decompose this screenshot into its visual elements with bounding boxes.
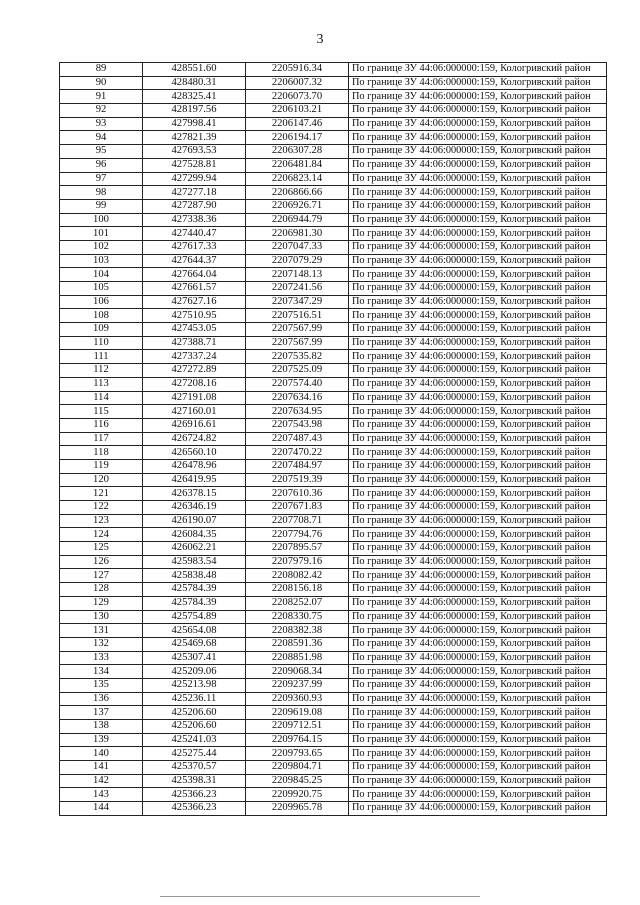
table-row — [60, 610, 607, 624]
description-cell: По границе ЗУ 44:06:000000:159, Кологривский район — [349, 186, 607, 200]
point-number-cell: 129 — [60, 596, 143, 610]
y-coordinate-cell: 2207484.97 — [246, 459, 349, 473]
description-cell: По границе ЗУ 44:06:000000:159, Кологривский район — [349, 788, 607, 802]
table-row — [60, 377, 607, 391]
table-row — [60, 528, 607, 542]
x-coordinate-cell: 428325.41 — [143, 90, 246, 104]
point-number-cell: 106 — [60, 295, 143, 309]
description-cell: По границе ЗУ 44:06:000000:159, Кологривский район — [349, 501, 607, 515]
table-row — [60, 117, 607, 131]
y-coordinate-cell: 2207148.13 — [246, 268, 349, 282]
table-row — [60, 651, 607, 665]
coordinates-table — [59, 62, 607, 816]
description-cell: По границе ЗУ 44:06:000000:159, Кологривский район — [349, 432, 607, 446]
x-coordinate-cell: 426478.96 — [143, 459, 246, 473]
x-coordinate-cell: 427208.16 — [143, 377, 246, 391]
description-cell: По границе ЗУ 44:06:000000:159, Кологривский район — [349, 446, 607, 460]
y-coordinate-cell: 2207708.71 — [246, 514, 349, 528]
x-coordinate-cell: 426190.07 — [143, 514, 246, 528]
description-cell: По границе ЗУ 44:06:000000:159, Кологривский район — [349, 692, 607, 706]
table-row — [60, 418, 607, 432]
table-row — [60, 282, 607, 296]
point-number-cell: 144 — [60, 802, 143, 816]
x-coordinate-cell: 428197.56 — [143, 104, 246, 118]
point-number-cell: 93 — [60, 117, 143, 131]
y-coordinate-cell: 2209237.99 — [246, 678, 349, 692]
description-cell: По границе ЗУ 44:06:000000:159, Кологривский район — [349, 473, 607, 487]
x-coordinate-cell: 428551.60 — [143, 63, 246, 77]
point-number-cell: 141 — [60, 761, 143, 775]
point-number-cell: 90 — [60, 76, 143, 90]
table-row — [60, 240, 607, 254]
y-coordinate-cell: 2207347.29 — [246, 295, 349, 309]
x-coordinate-cell: 425307.41 — [143, 651, 246, 665]
y-coordinate-cell: 2207794.76 — [246, 528, 349, 542]
table-row — [60, 323, 607, 337]
x-coordinate-cell: 425366.23 — [143, 788, 246, 802]
description-cell: По границе ЗУ 44:06:000000:159, Кологривский район — [349, 802, 607, 816]
y-coordinate-cell: 2209804.71 — [246, 761, 349, 775]
y-coordinate-cell: 2207543.98 — [246, 418, 349, 432]
x-coordinate-cell: 426084.35 — [143, 528, 246, 542]
x-coordinate-cell: 425275.44 — [143, 747, 246, 761]
y-coordinate-cell: 2206103.21 — [246, 104, 349, 118]
x-coordinate-cell: 427528.81 — [143, 158, 246, 172]
description-cell: По границе ЗУ 44:06:000000:159, Кологривский район — [349, 678, 607, 692]
table-row — [60, 692, 607, 706]
table-row — [60, 199, 607, 213]
x-coordinate-cell: 427337.24 — [143, 350, 246, 364]
y-coordinate-cell: 2208382.38 — [246, 624, 349, 638]
table-row — [60, 63, 607, 77]
description-cell: По границе ЗУ 44:06:000000:159, Кологривский район — [349, 569, 607, 583]
description-cell: По границе ЗУ 44:06:000000:159, Кологривский район — [349, 720, 607, 734]
point-number-cell: 94 — [60, 131, 143, 145]
x-coordinate-cell: 427693.53 — [143, 145, 246, 159]
y-coordinate-cell: 2209068.34 — [246, 665, 349, 679]
point-number-cell: 136 — [60, 692, 143, 706]
y-coordinate-cell: 2209845.25 — [246, 774, 349, 788]
table-row — [60, 555, 607, 569]
description-cell: По границе ЗУ 44:06:000000:159, Кологривский район — [349, 774, 607, 788]
y-coordinate-cell: 2206007.32 — [246, 76, 349, 90]
description-cell: По границе ЗУ 44:06:000000:159, Кологривский район — [349, 405, 607, 419]
point-number-cell: 111 — [60, 350, 143, 364]
x-coordinate-cell: 427453.05 — [143, 323, 246, 337]
y-coordinate-cell: 2207634.95 — [246, 405, 349, 419]
y-coordinate-cell: 2209764.15 — [246, 733, 349, 747]
x-coordinate-cell: 426419.95 — [143, 473, 246, 487]
x-coordinate-cell: 426346.19 — [143, 501, 246, 515]
point-number-cell: 135 — [60, 678, 143, 692]
point-number-cell: 115 — [60, 405, 143, 419]
point-number-cell: 127 — [60, 569, 143, 583]
x-coordinate-cell: 427664.04 — [143, 268, 246, 282]
table-row — [60, 569, 607, 583]
point-number-cell: 102 — [60, 240, 143, 254]
description-cell: По границе ЗУ 44:06:000000:159, Кологривский район — [349, 583, 607, 597]
description-cell: По границе ЗУ 44:06:000000:159, Кологривский район — [349, 323, 607, 337]
table-row — [60, 254, 607, 268]
table-row — [60, 501, 607, 515]
description-cell: По границе ЗУ 44:06:000000:159, Кологривский район — [349, 295, 607, 309]
point-number-cell: 95 — [60, 145, 143, 159]
x-coordinate-cell: 427821.39 — [143, 131, 246, 145]
x-coordinate-cell: 425209.06 — [143, 665, 246, 679]
table-row — [60, 104, 607, 118]
point-number-cell: 96 — [60, 158, 143, 172]
page-number: 3 — [316, 32, 324, 47]
point-number-cell: 99 — [60, 199, 143, 213]
table-row — [60, 213, 607, 227]
table-row — [60, 802, 607, 816]
y-coordinate-cell: 2209793.65 — [246, 747, 349, 761]
description-cell: По границе ЗУ 44:06:000000:159, Кологривский район — [349, 610, 607, 624]
y-coordinate-cell: 2206307.28 — [246, 145, 349, 159]
description-cell: По границе ЗУ 44:06:000000:159, Кологривский район — [349, 63, 607, 77]
description-cell: По границе ЗУ 44:06:000000:159, Кологривский район — [349, 240, 607, 254]
y-coordinate-cell: 2207610.36 — [246, 487, 349, 501]
x-coordinate-cell: 427388.71 — [143, 336, 246, 350]
x-coordinate-cell: 425784.39 — [143, 596, 246, 610]
table-row — [60, 706, 607, 720]
point-number-cell: 89 — [60, 63, 143, 77]
point-number-cell: 137 — [60, 706, 143, 720]
table-row — [60, 514, 607, 528]
y-coordinate-cell: 2207634.16 — [246, 391, 349, 405]
point-number-cell: 140 — [60, 747, 143, 761]
point-number-cell: 130 — [60, 610, 143, 624]
description-cell: По границе ЗУ 44:06:000000:159, Кологривский район — [349, 637, 607, 651]
table-row — [60, 391, 607, 405]
table-row — [60, 295, 607, 309]
point-number-cell: 110 — [60, 336, 143, 350]
x-coordinate-cell: 425236.11 — [143, 692, 246, 706]
y-coordinate-cell: 2207525.09 — [246, 364, 349, 378]
x-coordinate-cell: 426378.15 — [143, 487, 246, 501]
description-cell: По границе ЗУ 44:06:000000:159, Кологривский район — [349, 377, 607, 391]
table-row — [60, 364, 607, 378]
y-coordinate-cell: 2208156.18 — [246, 583, 349, 597]
description-cell: По границе ЗУ 44:06:000000:159, Кологривский район — [349, 76, 607, 90]
y-coordinate-cell: 2209965.78 — [246, 802, 349, 816]
x-coordinate-cell: 427338.36 — [143, 213, 246, 227]
y-coordinate-cell: 2208851.98 — [246, 651, 349, 665]
point-number-cell: 123 — [60, 514, 143, 528]
table-row — [60, 596, 607, 610]
x-coordinate-cell: 425754.89 — [143, 610, 246, 624]
x-coordinate-cell: 425838.48 — [143, 569, 246, 583]
y-coordinate-cell: 2209920.75 — [246, 788, 349, 802]
description-cell: По границе ЗУ 44:06:000000:159, Кологривский район — [349, 624, 607, 638]
y-coordinate-cell: 2207895.57 — [246, 542, 349, 556]
description-cell: По границе ЗУ 44:06:000000:159, Кологривский район — [349, 706, 607, 720]
x-coordinate-cell: 427998.41 — [143, 117, 246, 131]
point-number-cell: 116 — [60, 418, 143, 432]
description-cell: По границе ЗУ 44:06:000000:159, Кологривский район — [349, 487, 607, 501]
table-row — [60, 637, 607, 651]
footer-divider — [160, 896, 480, 897]
point-number-cell: 142 — [60, 774, 143, 788]
x-coordinate-cell: 425469.68 — [143, 637, 246, 651]
point-number-cell: 119 — [60, 459, 143, 473]
y-coordinate-cell: 2207979.16 — [246, 555, 349, 569]
table-row — [60, 268, 607, 282]
x-coordinate-cell: 425398.31 — [143, 774, 246, 788]
point-number-cell: 97 — [60, 172, 143, 186]
x-coordinate-cell: 427160.01 — [143, 405, 246, 419]
point-number-cell: 131 — [60, 624, 143, 638]
x-coordinate-cell: 425213.98 — [143, 678, 246, 692]
table-row — [60, 678, 607, 692]
y-coordinate-cell: 2206823.14 — [246, 172, 349, 186]
point-number-cell: 105 — [60, 282, 143, 296]
description-cell: По границе ЗУ 44:06:000000:159, Кологривский район — [349, 199, 607, 213]
description-cell: По границе ЗУ 44:06:000000:159, Кологривский район — [349, 158, 607, 172]
x-coordinate-cell: 425784.39 — [143, 583, 246, 597]
table-row — [60, 131, 607, 145]
x-coordinate-cell: 428480.31 — [143, 76, 246, 90]
point-number-cell: 118 — [60, 446, 143, 460]
description-cell: По границе ЗУ 44:06:000000:159, Кологривский район — [349, 555, 607, 569]
x-coordinate-cell: 427287.90 — [143, 199, 246, 213]
description-cell: По границе ЗУ 44:06:000000:159, Кологривский район — [349, 131, 607, 145]
y-coordinate-cell: 2207470.22 — [246, 446, 349, 460]
point-number-cell: 139 — [60, 733, 143, 747]
description-cell: По границе ЗУ 44:06:000000:159, Кологривский район — [349, 391, 607, 405]
x-coordinate-cell: 427277.18 — [143, 186, 246, 200]
point-number-cell: 100 — [60, 213, 143, 227]
x-coordinate-cell: 425370.57 — [143, 761, 246, 775]
table-row — [60, 227, 607, 241]
point-number-cell: 104 — [60, 268, 143, 282]
y-coordinate-cell: 2207567.99 — [246, 336, 349, 350]
x-coordinate-cell: 427644.37 — [143, 254, 246, 268]
table-row — [60, 761, 607, 775]
point-number-cell: 120 — [60, 473, 143, 487]
x-coordinate-cell: 425654.08 — [143, 624, 246, 638]
y-coordinate-cell: 2206147.46 — [246, 117, 349, 131]
y-coordinate-cell: 2206194.17 — [246, 131, 349, 145]
description-cell: По границе ЗУ 44:06:000000:159, Кологривский район — [349, 364, 607, 378]
x-coordinate-cell: 426724.82 — [143, 432, 246, 446]
point-number-cell: 124 — [60, 528, 143, 542]
description-cell: По границе ЗУ 44:06:000000:159, Кологривский район — [349, 104, 607, 118]
table-row — [60, 747, 607, 761]
table-row — [60, 309, 607, 323]
point-number-cell: 98 — [60, 186, 143, 200]
x-coordinate-cell: 427617.33 — [143, 240, 246, 254]
y-coordinate-cell: 2206866.66 — [246, 186, 349, 200]
table-row — [60, 186, 607, 200]
x-coordinate-cell: 427191.08 — [143, 391, 246, 405]
table-row — [60, 459, 607, 473]
description-cell: По границе ЗУ 44:06:000000:159, Кологривский район — [349, 268, 607, 282]
x-coordinate-cell: 427440.47 — [143, 227, 246, 241]
point-number-cell: 101 — [60, 227, 143, 241]
y-coordinate-cell: 2208252.07 — [246, 596, 349, 610]
point-number-cell: 138 — [60, 720, 143, 734]
y-coordinate-cell: 2207487.43 — [246, 432, 349, 446]
point-number-cell: 125 — [60, 542, 143, 556]
x-coordinate-cell: 427627.16 — [143, 295, 246, 309]
point-number-cell: 121 — [60, 487, 143, 501]
point-number-cell: 133 — [60, 651, 143, 665]
description-cell: По границе ЗУ 44:06:000000:159, Кологривский район — [349, 542, 607, 556]
y-coordinate-cell: 2207535.82 — [246, 350, 349, 364]
y-coordinate-cell: 2207671.83 — [246, 501, 349, 515]
y-coordinate-cell: 2207241.56 — [246, 282, 349, 296]
point-number-cell: 113 — [60, 377, 143, 391]
description-cell: По границе ЗУ 44:06:000000:159, Кологривский район — [349, 747, 607, 761]
x-coordinate-cell: 427272.89 — [143, 364, 246, 378]
x-coordinate-cell: 427299.94 — [143, 172, 246, 186]
y-coordinate-cell: 2207079.29 — [246, 254, 349, 268]
table-row — [60, 473, 607, 487]
table-row — [60, 583, 607, 597]
y-coordinate-cell: 2207574.40 — [246, 377, 349, 391]
table-row — [60, 665, 607, 679]
table-row — [60, 774, 607, 788]
description-cell: По границе ЗУ 44:06:000000:159, Кологривский район — [349, 418, 607, 432]
y-coordinate-cell: 2209712.51 — [246, 720, 349, 734]
description-cell: По границе ЗУ 44:06:000000:159, Кологривский район — [349, 117, 607, 131]
y-coordinate-cell: 2205916.34 — [246, 63, 349, 77]
y-coordinate-cell: 2206944.79 — [246, 213, 349, 227]
point-number-cell: 103 — [60, 254, 143, 268]
table-row — [60, 76, 607, 90]
description-cell: По границе ЗУ 44:06:000000:159, Кологривский район — [349, 350, 607, 364]
point-number-cell: 109 — [60, 323, 143, 337]
coordinates-table-body — [60, 63, 607, 816]
table-row — [60, 487, 607, 501]
description-cell: По границе ЗУ 44:06:000000:159, Кологривский район — [349, 514, 607, 528]
table-row — [60, 446, 607, 460]
table-row — [60, 720, 607, 734]
table-row — [60, 788, 607, 802]
description-cell: По границе ЗУ 44:06:000000:159, Кологривский район — [349, 145, 607, 159]
x-coordinate-cell: 425366.23 — [143, 802, 246, 816]
y-coordinate-cell: 2207516.51 — [246, 309, 349, 323]
y-coordinate-cell: 2206981.30 — [246, 227, 349, 241]
point-number-cell: 134 — [60, 665, 143, 679]
description-cell: По границе ЗУ 44:06:000000:159, Кологривский район — [349, 761, 607, 775]
table-row — [60, 432, 607, 446]
point-number-cell: 132 — [60, 637, 143, 651]
table-row — [60, 90, 607, 104]
y-coordinate-cell: 2208082.42 — [246, 569, 349, 583]
y-coordinate-cell: 2207519.39 — [246, 473, 349, 487]
description-cell: По границе ЗУ 44:06:000000:159, Кологривский район — [349, 282, 607, 296]
table-row — [60, 733, 607, 747]
description-cell: По границе ЗУ 44:06:000000:159, Кологривский район — [349, 172, 607, 186]
x-coordinate-cell: 425206.60 — [143, 706, 246, 720]
point-number-cell: 126 — [60, 555, 143, 569]
description-cell: По границе ЗУ 44:06:000000:159, Кологривский район — [349, 596, 607, 610]
table-row — [60, 350, 607, 364]
description-cell: По границе ЗУ 44:06:000000:159, Кологривский район — [349, 733, 607, 747]
y-coordinate-cell: 2207567.99 — [246, 323, 349, 337]
point-number-cell: 114 — [60, 391, 143, 405]
x-coordinate-cell: 427661.57 — [143, 282, 246, 296]
table-row — [60, 405, 607, 419]
point-number-cell: 128 — [60, 583, 143, 597]
y-coordinate-cell: 2207047.33 — [246, 240, 349, 254]
table-row — [60, 158, 607, 172]
x-coordinate-cell: 426916.61 — [143, 418, 246, 432]
point-number-cell: 91 — [60, 90, 143, 104]
x-coordinate-cell: 425241.03 — [143, 733, 246, 747]
table-row — [60, 336, 607, 350]
y-coordinate-cell: 2208330.75 — [246, 610, 349, 624]
x-coordinate-cell: 425983.54 — [143, 555, 246, 569]
description-cell: По границе ЗУ 44:06:000000:159, Кологривский район — [349, 651, 607, 665]
x-coordinate-cell: 425206.60 — [143, 720, 246, 734]
table-row — [60, 145, 607, 159]
point-number-cell: 112 — [60, 364, 143, 378]
point-number-cell: 92 — [60, 104, 143, 118]
y-coordinate-cell: 2206926.71 — [246, 199, 349, 213]
point-number-cell: 108 — [60, 309, 143, 323]
description-cell: По границе ЗУ 44:06:000000:159, Кологривский район — [349, 336, 607, 350]
table-row — [60, 542, 607, 556]
description-cell: По границе ЗУ 44:06:000000:159, Кологривский район — [349, 459, 607, 473]
table-row — [60, 624, 607, 638]
point-number-cell: 122 — [60, 501, 143, 515]
y-coordinate-cell: 2206073.70 — [246, 90, 349, 104]
x-coordinate-cell: 426062.21 — [143, 542, 246, 556]
description-cell: По границе ЗУ 44:06:000000:159, Кологривский район — [349, 254, 607, 268]
description-cell: По границе ЗУ 44:06:000000:159, Кологривский район — [349, 665, 607, 679]
description-cell: По границе ЗУ 44:06:000000:159, Кологривский район — [349, 528, 607, 542]
x-coordinate-cell: 426560.10 — [143, 446, 246, 460]
point-number-cell: 143 — [60, 788, 143, 802]
description-cell: По границе ЗУ 44:06:000000:159, Кологривский район — [349, 227, 607, 241]
y-coordinate-cell: 2208591.36 — [246, 637, 349, 651]
description-cell: По границе ЗУ 44:06:000000:159, Кологривский район — [349, 309, 607, 323]
description-cell: По границе ЗУ 44:06:000000:159, Кологривский район — [349, 213, 607, 227]
y-coordinate-cell: 2209619.08 — [246, 706, 349, 720]
point-number-cell: 117 — [60, 432, 143, 446]
y-coordinate-cell: 2209360.93 — [246, 692, 349, 706]
description-cell: По границе ЗУ 44:06:000000:159, Кологривский район — [349, 90, 607, 104]
x-coordinate-cell: 427510.95 — [143, 309, 246, 323]
table-row — [60, 172, 607, 186]
y-coordinate-cell: 2206481.84 — [246, 158, 349, 172]
